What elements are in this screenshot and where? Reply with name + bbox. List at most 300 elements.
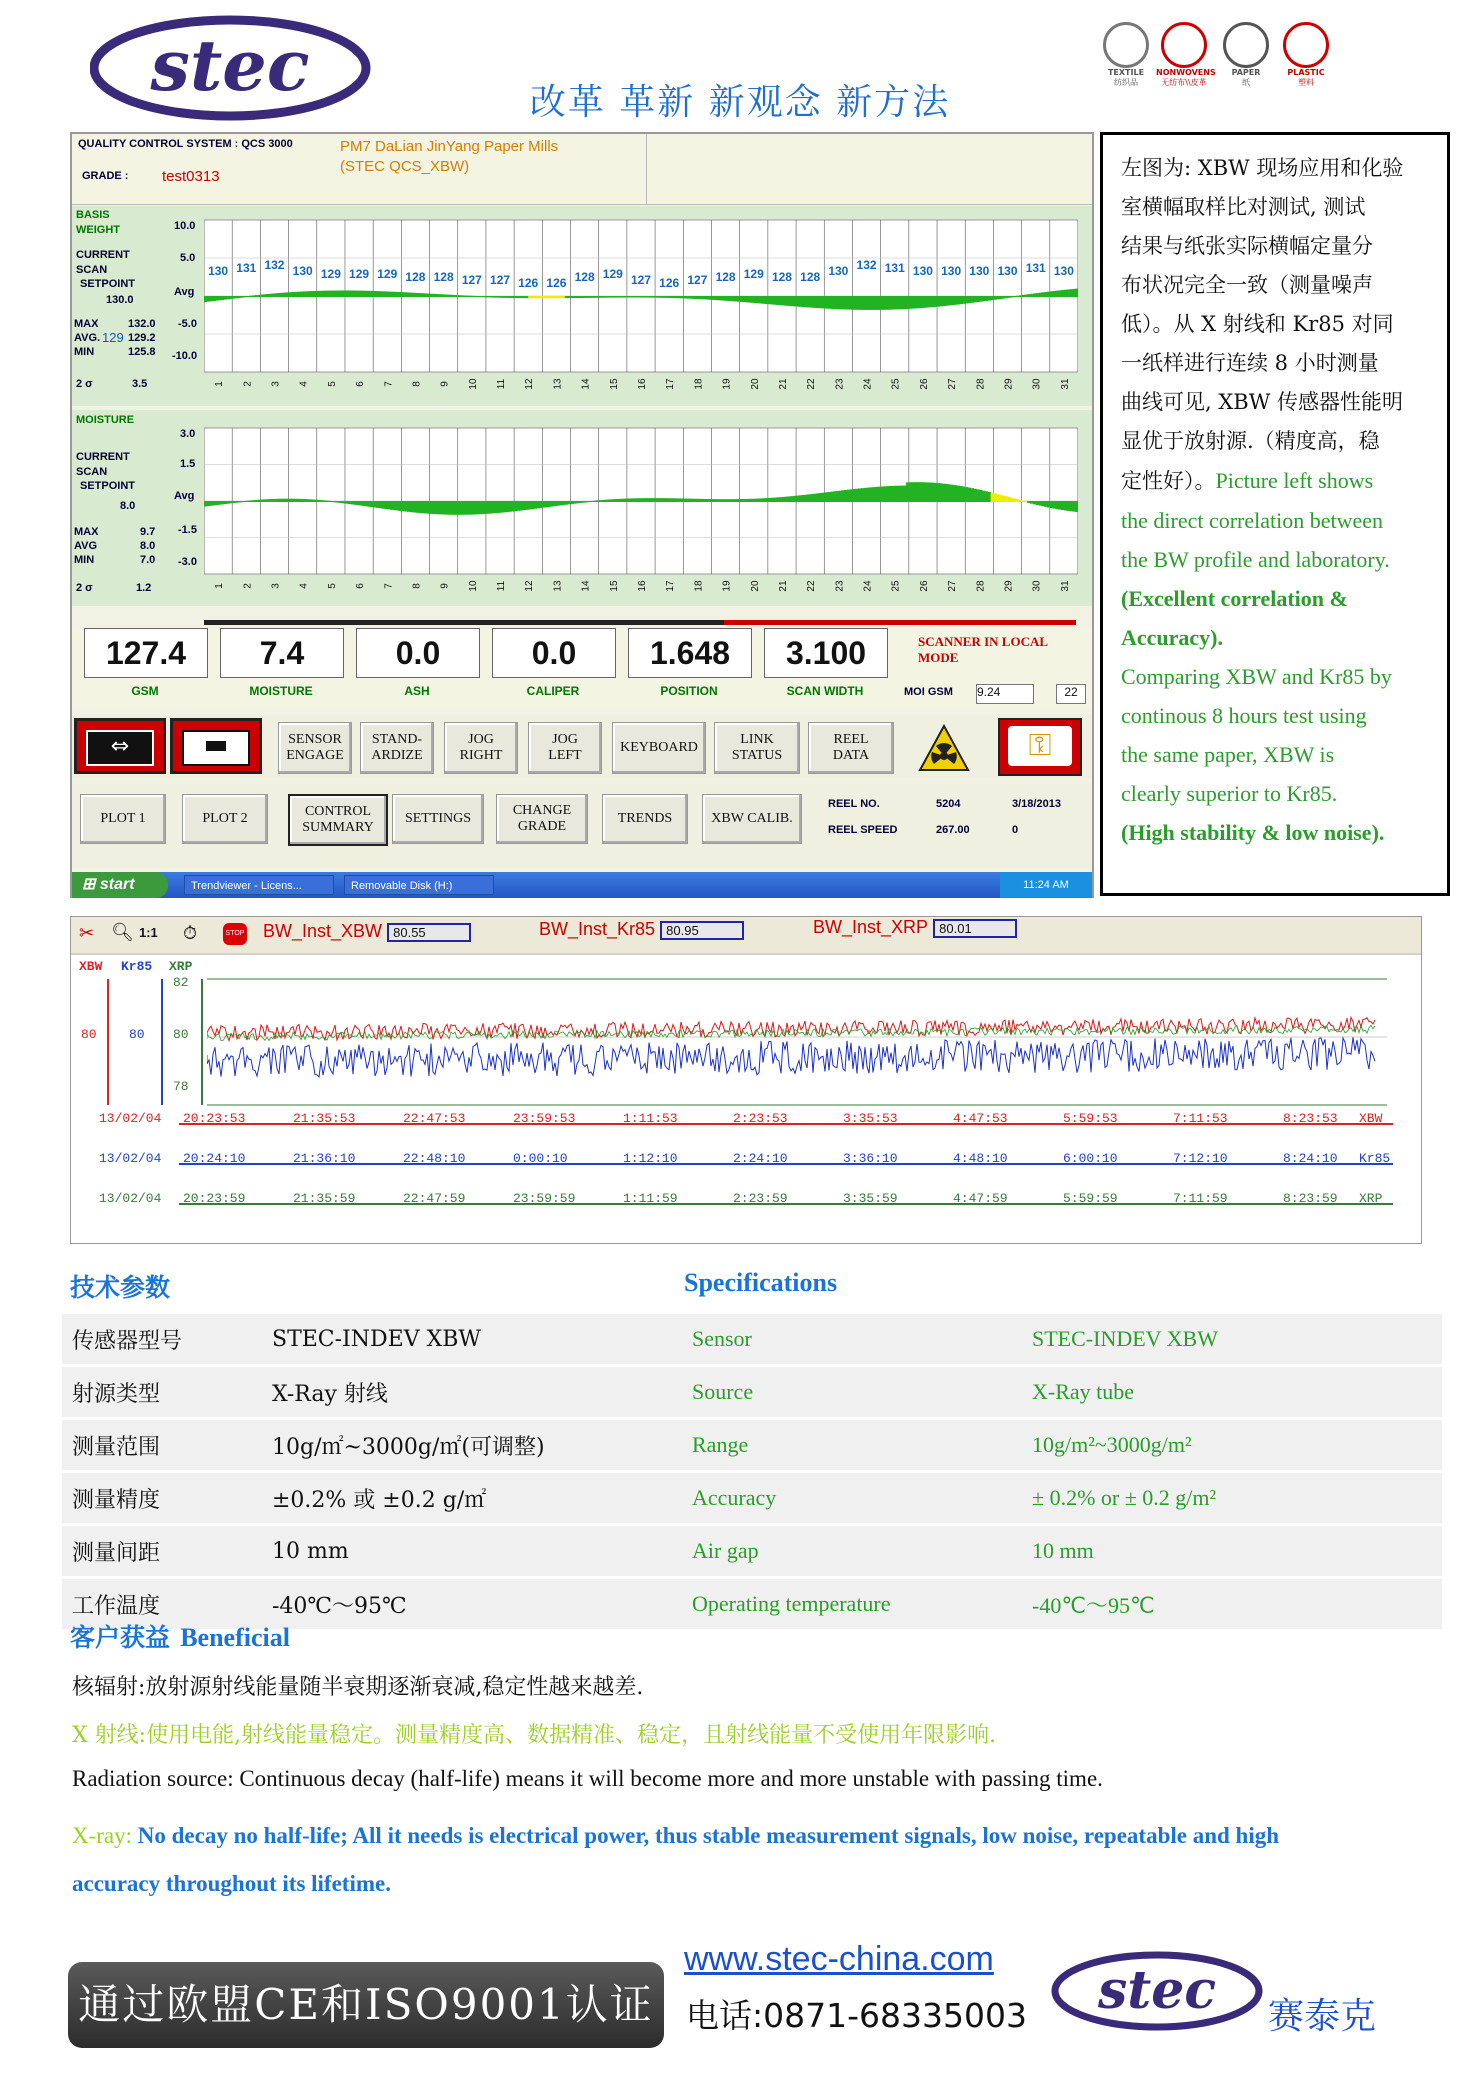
- svg-text:10: 10: [467, 580, 479, 592]
- bw-ytick-avg: Avg: [174, 286, 195, 298]
- svg-text:127: 127: [687, 273, 708, 287]
- time-tick: 22:47:53: [403, 1111, 466, 1126]
- table-row: 测量精度 ±0.2% 或 ±0.2 g/㎡ Accuracy ± 0.2% or ± 0.2 g/m²: [62, 1472, 1442, 1525]
- desc-en-3: Comparing XBW and Kr85 by: [1121, 664, 1392, 689]
- svg-text:132: 132: [856, 258, 877, 272]
- svg-text:12: 12: [524, 378, 536, 390]
- time-tick: 8:23:59: [1283, 1191, 1338, 1206]
- svg-text:13: 13: [552, 580, 564, 592]
- svg-text:129: 129: [602, 267, 623, 281]
- svg-text:130: 130: [941, 264, 962, 278]
- time-tick: 21:36:10: [293, 1151, 356, 1166]
- moi-gsm-label: MOI GSM: [904, 686, 953, 698]
- svg-text:18: 18: [693, 580, 705, 592]
- desc-en-1: the direct correlation between: [1121, 508, 1384, 533]
- time-tick: 1:12:10: [623, 1151, 678, 1166]
- svg-text:27: 27: [947, 580, 959, 592]
- svg-text:129: 129: [320, 267, 341, 281]
- svg-text:130: 130: [969, 264, 990, 278]
- svg-text:21: 21: [777, 378, 789, 390]
- moist-min: 7.0: [140, 554, 156, 566]
- button-row-2: [72, 784, 1092, 868]
- ruler-icon[interactable]: ✂: [79, 923, 95, 944]
- grade-value: test0313: [162, 168, 220, 185]
- svg-text:15: 15: [608, 580, 620, 592]
- svg-text:130: 130: [912, 264, 933, 278]
- bw-avg-scan: 129: [102, 330, 124, 345]
- svg-text:25: 25: [890, 378, 902, 390]
- svg-text:131: 131: [884, 261, 905, 275]
- moist-max: 9.7: [140, 526, 156, 538]
- svg-text:20: 20: [749, 378, 761, 390]
- change-grade-button[interactable]: CHANGE GRADE: [496, 794, 588, 844]
- taskbar-item-trendviewer[interactable]: Trendviewer - Licens...: [184, 875, 334, 895]
- zoom-icon[interactable]: 🔍︎: [111, 922, 134, 943]
- scanner-mode: SCANNER IN LOCAL MODE: [918, 634, 1049, 665]
- scanner-head-icon: [182, 730, 250, 766]
- desc-zh-3: 布状况完全一致（测量噪声: [1121, 273, 1373, 297]
- double-arrow-icon: ⇔: [86, 730, 154, 766]
- svg-text:28: 28: [975, 580, 987, 592]
- xbw-calib-button[interactable]: XBW CALIB.: [702, 794, 802, 844]
- scan-left-button[interactable]: [74, 718, 166, 774]
- trends-button[interactable]: TRENDS: [602, 794, 688, 844]
- sensor-engage-button[interactable]: SENSOR ENGAGE: [278, 722, 352, 774]
- bw-avg-label: AVG.: [74, 332, 101, 344]
- svg-text:23: 23: [834, 378, 846, 390]
- desc-en-2: the BW profile and laboratory.: [1121, 547, 1390, 572]
- gauge-scan-width-label: SCAN WIDTH: [786, 684, 864, 698]
- svg-text:7: 7: [383, 583, 395, 589]
- svg-text:129: 129: [377, 267, 398, 281]
- keyboard-button[interactable]: KEYBOARD: [612, 722, 706, 774]
- time-tick: 4:47:53: [953, 1111, 1008, 1126]
- time-tick: 5:59:53: [1063, 1111, 1118, 1126]
- reel-speed-count: 0: [1012, 824, 1019, 836]
- bw-panel: [72, 206, 1092, 406]
- progress-bar-dark: [204, 620, 724, 625]
- tab-bw-kr85[interactable]: BW_Inst_Kr85 80.95: [539, 919, 744, 940]
- time-tick: 7:11:59: [1173, 1191, 1228, 1206]
- bw-ytick-min: -10.0: [172, 350, 198, 362]
- bw-ytick-n5: -5.0: [178, 318, 197, 330]
- svg-text:30: 30: [1031, 580, 1043, 592]
- bw-max: 132.0: [128, 318, 156, 330]
- moist-current: CURRENT SCAN: [76, 451, 130, 478]
- certification-banner: 通过欧盟CE和ISO9001认证: [68, 1962, 664, 2048]
- svg-text:27: 27: [947, 378, 959, 390]
- moi-gsm-input[interactable]: 9.24: [976, 684, 1034, 704]
- tab-bw-xrp[interactable]: BW_Inst_XRP 80.01: [813, 917, 1017, 938]
- svg-text:15: 15: [608, 378, 620, 390]
- bw-title: BASIS WEIGHT: [76, 209, 120, 236]
- axis-kr85-label: Kr85: [121, 959, 153, 974]
- svg-text:4: 4: [298, 381, 310, 387]
- svg-text:128: 128: [715, 270, 736, 284]
- scan-stop-button[interactable]: [170, 718, 262, 774]
- time-tick: 3:36:10: [843, 1151, 898, 1166]
- radiation-icon: [918, 724, 970, 774]
- svg-text:5: 5: [326, 381, 338, 387]
- slogan: 改革 革新 新观念 新方法: [529, 82, 951, 123]
- stop-icon[interactable]: STOP: [223, 923, 247, 945]
- time-tick: 1:11:59: [623, 1191, 678, 1206]
- reel-no-label: REEL NO.: [828, 798, 880, 810]
- gauge-ash-label: ASH: [404, 684, 430, 698]
- moist-min-label: MIN: [74, 554, 95, 566]
- desc-en-bold-2: Accuracy).: [1121, 625, 1224, 650]
- desc-zh-7: 显优于放射源.（精度高，稳: [1121, 429, 1380, 453]
- time-tick: 20:24:10: [183, 1151, 246, 1166]
- svg-text:16: 16: [637, 580, 648, 592]
- time-tick: 21:35:59: [293, 1191, 356, 1206]
- ytick-80: 80: [173, 1027, 189, 1042]
- svg-text:129: 129: [349, 267, 370, 281]
- svg-text:128: 128: [574, 270, 595, 284]
- moist-setpoint-label: SETPOINT: [80, 480, 136, 492]
- bw-sigma: 3.5: [132, 378, 148, 390]
- time-tick: 23:59:53: [513, 1111, 576, 1126]
- svg-text:22: 22: [806, 378, 818, 390]
- time-tick: 20:23:59: [183, 1191, 246, 1206]
- xbw-axis-value: 80: [81, 1027, 97, 1042]
- gauge-position: 1.648: [628, 628, 752, 678]
- desc-zh-4: 低）。从 X 射线和 Kr85 对同: [1121, 312, 1394, 336]
- svg-text:128: 128: [405, 270, 426, 284]
- svg-text:130: 130: [1053, 264, 1074, 278]
- standardize-button[interactable]: STAND- ARDIZE: [360, 722, 434, 774]
- svg-text:126: 126: [546, 276, 567, 290]
- trend-chart: [207, 975, 1387, 1115]
- desc-en-6: clearly superior to Kr85.: [1121, 781, 1338, 806]
- trend-viewer: [70, 916, 1422, 1244]
- bw-ytick-5: 5.0: [180, 252, 196, 264]
- svg-text:14: 14: [580, 378, 592, 390]
- svg-text:8: 8: [411, 381, 423, 387]
- svg-text:11: 11: [496, 378, 508, 390]
- svg-text:30: 30: [1031, 378, 1043, 390]
- svg-text:24: 24: [862, 580, 874, 592]
- reel-date: 3/18/2013: [1012, 798, 1061, 810]
- svg-text:3: 3: [270, 583, 282, 589]
- table-row: 射源类型 X-Ray 射线 Source X-Ray tube: [62, 1366, 1442, 1419]
- svg-text:3: 3: [270, 381, 282, 387]
- gauge-position-label: POSITION: [660, 684, 718, 698]
- moist-sigma-label: 2 σ: [76, 582, 93, 594]
- bw-min: 125.8: [128, 346, 156, 358]
- time-tick: 23:59:59: [513, 1191, 576, 1206]
- specs-table: [62, 1314, 1442, 1632]
- jog-right-button[interactable]: JOG RIGHT: [444, 722, 518, 774]
- svg-text:12: 12: [524, 580, 536, 592]
- svg-text:14: 14: [580, 580, 592, 592]
- svg-text:22: 22: [806, 580, 818, 592]
- moist-ytick-n15: -1.5: [178, 524, 197, 536]
- table-row: 测量间距 10 mm Air gap 10 mm: [62, 1525, 1442, 1578]
- reel-speed-label: REEL SPEED: [828, 824, 898, 836]
- moist-ytick-avg: Avg: [174, 490, 195, 502]
- plastic-icon: PLASTIC 塑料: [1278, 22, 1334, 88]
- axis-xbw-label: XBW: [79, 959, 103, 974]
- qcs-screenshot: [70, 132, 1094, 898]
- benefit-p1: 核辐射:放射源射线能量随半衰期逐渐衰减,稳定性越来越差.: [72, 1675, 644, 1700]
- windows-taskbar: [72, 872, 1092, 898]
- svg-text:11: 11: [496, 580, 508, 592]
- windows-logo-icon: ⊞: [82, 876, 100, 893]
- svg-text:130: 130: [997, 264, 1018, 278]
- moist-ytick-max: 3.0: [180, 428, 196, 440]
- svg-text:28: 28: [975, 378, 987, 390]
- mill-name: PM7 DaLian JinYang Paper Mills: [340, 138, 559, 155]
- svg-text:16: 16: [637, 378, 648, 390]
- svg-text:9: 9: [439, 381, 451, 387]
- taskbar-item-removable-disk[interactable]: Removable Disk (H:): [344, 875, 494, 895]
- desc-zh-0: 左图为: XBW 现场应用和化验: [1121, 156, 1404, 180]
- benefit-title: 客户获益 Beneficial: [70, 1623, 290, 1652]
- ytick-82: 82: [173, 975, 189, 990]
- moisture-profile-chart: [204, 422, 1078, 602]
- textile-icon: TEXTILE 纺织品: [1098, 22, 1154, 88]
- desc-en-4: continous 8 hours test using: [1121, 703, 1367, 728]
- svg-text:129: 129: [743, 267, 764, 281]
- plot2-button[interactable]: PLOT 2: [182, 794, 268, 844]
- time-tick: 22:47:59: [403, 1191, 466, 1206]
- svg-text:10: 10: [467, 378, 479, 390]
- specs-title-zh: 技术参数: [70, 1273, 171, 1302]
- control-summary-button[interactable]: CONTROL SUMMARY: [288, 794, 388, 846]
- nonwovens-icon: NONWOVENS 无纺布\\皮革: [1156, 22, 1212, 88]
- gauge-caliper: 0.0: [492, 628, 616, 678]
- bw-profile-chart: [204, 214, 1078, 400]
- moist-ytick-min: -3.0: [178, 556, 197, 568]
- time-tick: 0:00:10: [513, 1151, 568, 1166]
- desc-zh-6: 曲线可见, XBW 传感器性能明: [1121, 390, 1403, 414]
- button-row-1: [72, 714, 1092, 778]
- reel-no: 5204: [936, 798, 961, 810]
- gauge-row: [72, 628, 1092, 708]
- time-tick: 6:00:10: [1063, 1151, 1118, 1166]
- table-row: 传感器型号 STEC-INDEV XBW Sensor STEC-INDEV XBW: [62, 1314, 1442, 1366]
- description-box: [1100, 132, 1450, 896]
- desc-en-inline: Picture left shows: [1215, 468, 1374, 493]
- svg-text:128: 128: [771, 270, 792, 284]
- trend-plot-area: [71, 955, 1421, 1243]
- axis-tag: XRP: [1359, 1191, 1383, 1206]
- svg-text:29: 29: [1003, 580, 1015, 592]
- time-tick: 3:35:53: [843, 1111, 898, 1126]
- cert-icons: [1098, 22, 1338, 98]
- settings-button[interactable]: SETTINGS: [392, 794, 484, 844]
- svg-text:128: 128: [433, 270, 454, 284]
- svg-text:17: 17: [665, 378, 677, 390]
- timer-icon[interactable]: ⏱: [183, 923, 198, 944]
- logo-text: stec: [150, 24, 310, 107]
- svg-text:126: 126: [518, 276, 539, 290]
- gauge-moisture-label: MOISTURE: [249, 684, 313, 698]
- axis-date: 13/02/04: [99, 1191, 162, 1206]
- table-row: 测量范围 10g/㎡~3000g/㎡(可调整) Range 10g/m²~3000g/m²: [62, 1419, 1442, 1472]
- benefit-p3: Radiation source: Continuous decay (half-life) means it will become more and more unstable with passing time.: [72, 1766, 1103, 1791]
- svg-text:31: 31: [1059, 580, 1071, 592]
- bw-current: CURRENT SCAN: [76, 249, 130, 276]
- svg-text:26: 26: [918, 378, 930, 390]
- svg-text:8: 8: [411, 583, 423, 589]
- svg-text:7: 7: [383, 381, 395, 387]
- svg-text:126: 126: [659, 276, 680, 290]
- axis-kr85-line: [161, 979, 163, 1105]
- svg-text:127: 127: [461, 273, 482, 287]
- svg-text:19: 19: [721, 580, 733, 592]
- svg-text:127: 127: [630, 273, 652, 287]
- svg-text:130: 130: [292, 264, 313, 278]
- time-tick: 8:23:53: [1283, 1111, 1338, 1126]
- gauge-gsm: 127.4: [84, 628, 208, 678]
- svg-text:1: 1: [214, 583, 226, 589]
- kr85-axis-value: 80: [129, 1027, 145, 1042]
- svg-text:130: 130: [208, 264, 229, 278]
- trend-toolbar: [71, 917, 1421, 953]
- time-tick: 2:23:53: [733, 1111, 788, 1126]
- svg-text:5: 5: [326, 583, 338, 589]
- reel-speed: 267.00: [936, 824, 970, 836]
- svg-text:18: 18: [693, 378, 705, 390]
- jog-left-button[interactable]: JOG LEFT: [528, 722, 602, 774]
- bw-sigma-label: 2 σ: [76, 378, 93, 390]
- time-tick: 2:24:10: [733, 1151, 788, 1166]
- time-tick: 8:24:10: [1283, 1151, 1338, 1166]
- moist-avg-label: AVG: [74, 540, 98, 552]
- svg-text:25: 25: [890, 580, 902, 592]
- system-clock: 11:24 AM: [1000, 872, 1092, 898]
- gauge-gsm-label: GSM: [131, 684, 159, 698]
- start-button[interactable]: ⊞ start: [72, 872, 168, 898]
- moist-avg: 8.0: [140, 540, 156, 552]
- desc-en-bold-3: (High stability & low noise).: [1121, 820, 1385, 845]
- desc-en-5: the same paper, XBW is: [1121, 742, 1335, 767]
- svg-text:13: 13: [552, 378, 564, 390]
- moisture-panel: [72, 410, 1092, 606]
- moist-max-label: MAX: [74, 526, 99, 538]
- svg-text:19: 19: [721, 378, 733, 390]
- time-tick: 7:12:10: [1173, 1151, 1228, 1166]
- svg-text:26: 26: [918, 580, 930, 592]
- time-tick: 5:59:59: [1063, 1191, 1118, 1206]
- svg-text:2: 2: [242, 583, 254, 589]
- phone-number: 电话:0871-68335003: [686, 1996, 1027, 2035]
- gauge-scan-width: 3.100: [764, 628, 888, 678]
- svg-text:132: 132: [264, 258, 285, 272]
- svg-text:21: 21: [777, 580, 789, 592]
- key-icon: ⚿: [1008, 726, 1072, 766]
- time-tick: 3:35:59: [843, 1191, 898, 1206]
- benefit-p2: X 射线:使用电能,射线能量稳定。测量精度高、数据精准、稳定，且射线能量不受使用年限影响.: [72, 1723, 997, 1748]
- svg-text:128: 128: [800, 270, 821, 284]
- time-tick: 4:47:59: [953, 1191, 1008, 1206]
- svg-text:6: 6: [355, 583, 367, 589]
- reel-data-button[interactable]: REEL DATA: [808, 722, 894, 774]
- time-tick: 20:23:53: [183, 1111, 246, 1126]
- axis-tag: XBW: [1359, 1111, 1383, 1126]
- axis-xrp-label: XRP: [169, 959, 193, 974]
- gauge-moisture: 7.4: [220, 628, 344, 678]
- time-tick: 22:48:10: [403, 1151, 466, 1166]
- svg-text:131: 131: [1025, 261, 1046, 275]
- bw-setpoint: 130.0: [106, 294, 134, 306]
- axis-xbw-line: [107, 979, 109, 1105]
- time-tick: 4:48:10: [953, 1151, 1008, 1166]
- system-title: QUALITY CONTROL SYSTEM : QCS 3000: [78, 138, 293, 150]
- desc-en-bold-1: (Excellent correlation &: [1121, 586, 1348, 611]
- svg-text:17: 17: [665, 580, 677, 592]
- moi-count-input[interactable]: 22: [1056, 684, 1086, 704]
- axis-xrp-line: [201, 979, 203, 1105]
- footer-logo: [1050, 1950, 1264, 2032]
- time-tick: 7:11:53: [1173, 1111, 1228, 1126]
- ytick-78: 78: [173, 1079, 189, 1094]
- axis-date: 13/02/04: [99, 1111, 162, 1126]
- svg-text:31: 31: [1059, 378, 1071, 390]
- axis-date: 13/02/04: [99, 1151, 162, 1166]
- svg-text:131: 131: [236, 261, 257, 275]
- bw-ytick-max: 10.0: [174, 220, 196, 232]
- axis-tag: Kr85: [1359, 1151, 1391, 1166]
- time-tick: 2:23:59: [733, 1191, 788, 1206]
- moist-sigma: 1.2: [136, 582, 152, 594]
- progress-bar-red: [724, 620, 1076, 625]
- svg-text:9: 9: [439, 583, 451, 589]
- bw-avg: 129.2: [128, 332, 156, 344]
- svg-text:stec: stec: [1097, 1960, 1217, 2021]
- time-tick: 21:35:53: [293, 1111, 356, 1126]
- svg-text:6: 6: [355, 381, 367, 387]
- desc-zh-5: 一纸样进行连续 8 小时测量: [1121, 351, 1379, 375]
- key-lock-button[interactable]: [998, 718, 1082, 776]
- time-tick: 1:11:53: [623, 1111, 678, 1126]
- svg-text:29: 29: [1003, 378, 1015, 390]
- link-status-button[interactable]: LINK STATUS: [714, 722, 800, 774]
- svg-text:130: 130: [828, 264, 849, 278]
- svg-text:1: 1: [214, 381, 226, 387]
- bw-min-label: MIN: [74, 346, 95, 358]
- website-link[interactable]: www.stec-china.com: [684, 1940, 994, 1978]
- tab-bw-xbw[interactable]: BW_Inst_XBW 80.55: [263, 921, 471, 942]
- desc-zh-1: 室横幅取样比对测试, 测试: [1121, 195, 1366, 219]
- bw-setpoint-label: SETPOINT: [80, 278, 136, 290]
- mill-sub: (STEC QCS_XBW): [340, 158, 470, 175]
- company-name: 赛泰克: [1268, 1996, 1377, 2037]
- paper-icon: PAPER 纸: [1218, 22, 1274, 88]
- benefit-p4: X-ray: No decay no half-life; All it needs is electrical power, thus stable measurement signals, low noise, repeatable and high accuracy throughout its lifetime.: [72, 1823, 1280, 1896]
- desc-zh-8-line: 定性好）。Picture left shows: [1121, 468, 1374, 493]
- qcs-header: [72, 134, 1092, 205]
- grade-label: GRADE :: [82, 170, 129, 182]
- gauge-caliper-label: CALIPER: [526, 684, 580, 698]
- svg-text:20: 20: [749, 580, 761, 592]
- moist-setpoint: 8.0: [120, 500, 136, 512]
- svg-text:127: 127: [490, 273, 511, 287]
- svg-text:2: 2: [242, 381, 254, 387]
- svg-text:24: 24: [862, 378, 874, 390]
- zoom-1-1-button[interactable]: 1:1: [139, 925, 158, 940]
- table-row: 工作温度 -40℃～95℃ Operating temperature -40℃～95℃: [62, 1578, 1442, 1631]
- svg-text:4: 4: [298, 583, 310, 589]
- svg-text:23: 23: [834, 580, 846, 592]
- plot1-button[interactable]: PLOT 1: [80, 794, 166, 844]
- specs-title-en: Specifications: [684, 1268, 838, 1297]
- moist-title: MOISTURE: [76, 414, 135, 426]
- bw-max-label: MAX: [74, 318, 99, 330]
- gauge-ash: 0.0: [356, 628, 480, 678]
